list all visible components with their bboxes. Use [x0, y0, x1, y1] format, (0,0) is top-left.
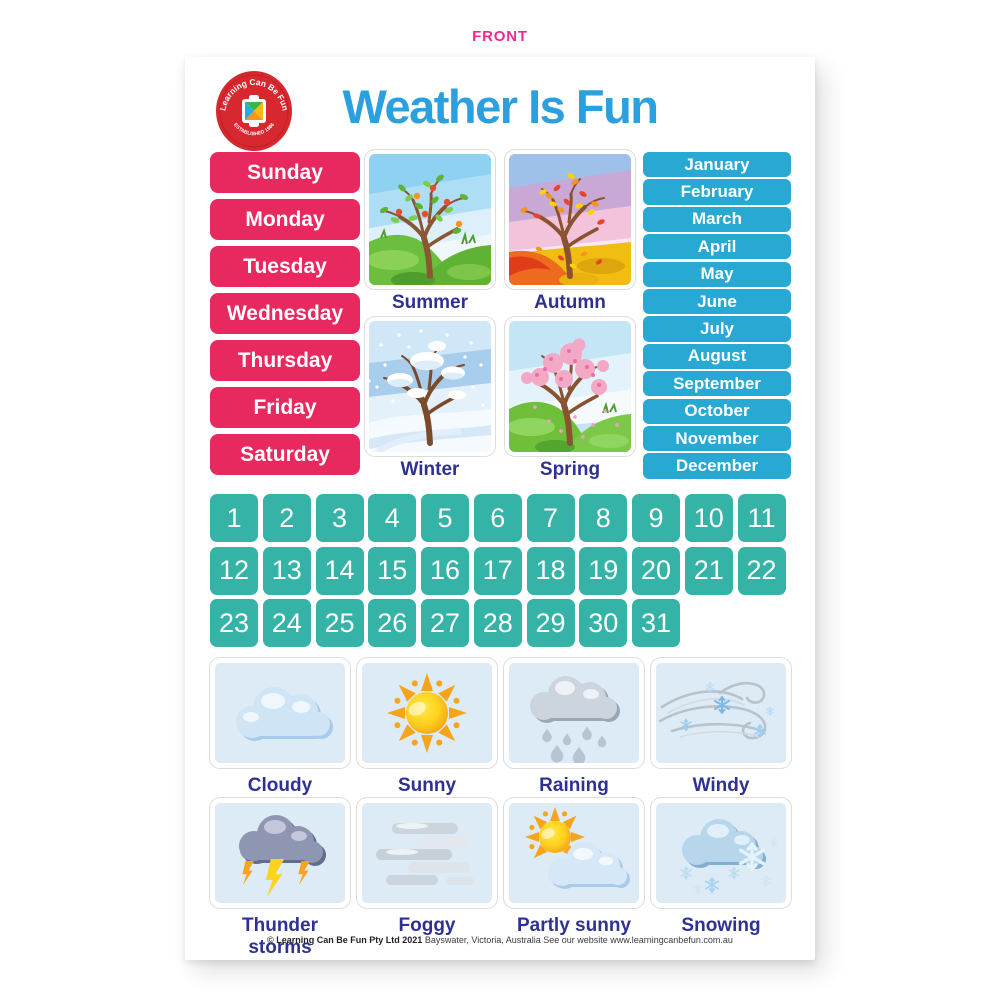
- months-column: [643, 152, 791, 479]
- date-tile: 1: [210, 494, 258, 542]
- season-label-autumn: Autumn: [534, 292, 606, 313]
- page-title: Weather Is Fun: [342, 80, 658, 133]
- season-card-summer: [365, 150, 495, 317]
- season-label-summer: Summer: [391, 292, 469, 313]
- month-tile-march: March: [643, 207, 791, 232]
- weather-label-partly-sunny: Partly sunny: [516, 915, 632, 936]
- date-tile: 10: [685, 494, 733, 542]
- month-tile-july: July: [643, 316, 791, 341]
- day-tile-saturday: Saturday: [210, 434, 360, 475]
- day-tile-thursday: Thursday: [210, 340, 360, 381]
- season-card-autumn: [505, 150, 635, 317]
- weather-label-snowing: Snowing: [681, 915, 761, 936]
- day-tile-friday: Friday: [210, 387, 360, 428]
- month-tile-february: February: [643, 179, 791, 204]
- weather-card-cloudy: [210, 658, 350, 797]
- date-tile: 29: [527, 599, 575, 647]
- date-tile: 16: [421, 547, 469, 595]
- day-tile-wednesday: Wednesday: [210, 293, 360, 334]
- date-tile: 20: [632, 547, 680, 595]
- date-tile: 19: [579, 547, 627, 595]
- date-tile: 17: [474, 547, 522, 595]
- date-tile: 15: [368, 547, 416, 595]
- day-tile-sunday: Sunday: [210, 152, 360, 193]
- weather-card-raining: [504, 658, 644, 797]
- logo-arc-top-text: Learning Can Be Fun: [217, 76, 291, 112]
- copyright-text: © Learning Can Be Fun Pty Ltd 2021: [267, 935, 423, 945]
- date-tile: 12: [210, 547, 258, 595]
- lightning-cloud-icon: [215, 803, 345, 903]
- season-card-winter: [365, 317, 495, 484]
- weather-label-sunny: Sunny: [397, 775, 457, 796]
- date-tile: 8: [579, 494, 627, 542]
- autumn-tree-illustration: [509, 154, 631, 285]
- month-tile-april: April: [643, 234, 791, 259]
- weather-label-foggy: Foggy: [398, 915, 456, 936]
- weather-card-windy: [651, 658, 791, 797]
- logo-arc-bottom-text: ESTABLISHED 1986: [232, 122, 276, 138]
- rain-cloud-icon: [509, 663, 639, 763]
- seasons-grid: [365, 150, 635, 484]
- copyright-footer: [185, 935, 815, 945]
- date-tile: 4: [368, 494, 416, 542]
- dates-grid: [210, 494, 786, 647]
- wind-icon: [656, 663, 786, 763]
- season-label-winter: Winter: [400, 459, 460, 480]
- summer-tree-illustration: [369, 154, 491, 285]
- weather-card-sunny: [357, 658, 497, 797]
- weather-row-1: [210, 658, 791, 797]
- date-tile: 25: [316, 599, 364, 647]
- date-tile: 5: [421, 494, 469, 542]
- date-tile: 24: [263, 599, 311, 647]
- month-tile-november: November: [643, 426, 791, 451]
- day-tile-tuesday: Tuesday: [210, 246, 360, 287]
- month-tile-june: June: [643, 289, 791, 314]
- date-tile: 22: [738, 547, 786, 595]
- date-tile: 14: [316, 547, 364, 595]
- month-tile-january: January: [643, 152, 791, 177]
- weather-poster: [185, 57, 815, 960]
- date-tile: 23: [210, 599, 258, 647]
- snow-cloud-icon: [656, 803, 786, 903]
- weather-label-thunder-storms: Thunder storms: [242, 915, 318, 958]
- weather-label-windy: Windy: [692, 775, 750, 796]
- date-tile: 26: [368, 599, 416, 647]
- date-tile: 6: [474, 494, 522, 542]
- sun-icon: [362, 663, 492, 763]
- date-tile: 3: [316, 494, 364, 542]
- date-tile: 2: [263, 494, 311, 542]
- date-tile: 31: [632, 599, 680, 647]
- winter-tree-illustration: [369, 321, 491, 452]
- date-tile: 27: [421, 599, 469, 647]
- season-card-spring: [505, 317, 635, 484]
- fog-icon: [362, 803, 492, 903]
- address-website-text: Bayswater, Victoria, Australia See our website www.learningcanbefun.com.au: [424, 935, 733, 945]
- weather-label-cloudy: Cloudy: [247, 775, 313, 796]
- sun-behind-cloud-icon: [509, 803, 639, 903]
- month-tile-may: May: [643, 262, 791, 287]
- cloud-icon: [215, 663, 345, 763]
- date-tile: 21: [685, 547, 733, 595]
- date-tile: 28: [474, 599, 522, 647]
- front-label: FRONT: [472, 28, 528, 45]
- date-tile: 13: [263, 547, 311, 595]
- spring-tree-illustration: [509, 321, 631, 452]
- season-label-spring: Spring: [539, 459, 601, 480]
- month-tile-december: December: [643, 453, 791, 478]
- month-tile-october: October: [643, 399, 791, 424]
- date-tile: 30: [579, 599, 627, 647]
- day-tile-monday: Monday: [210, 199, 360, 240]
- date-tile: 11: [738, 494, 786, 542]
- month-tile-september: September: [643, 371, 791, 396]
- days-of-week-column: [210, 152, 360, 475]
- weather-label-raining: Raining: [539, 775, 609, 796]
- date-tile: 9: [632, 494, 680, 542]
- date-tile: 18: [527, 547, 575, 595]
- date-tile: 7: [527, 494, 575, 542]
- month-tile-august: August: [643, 344, 791, 369]
